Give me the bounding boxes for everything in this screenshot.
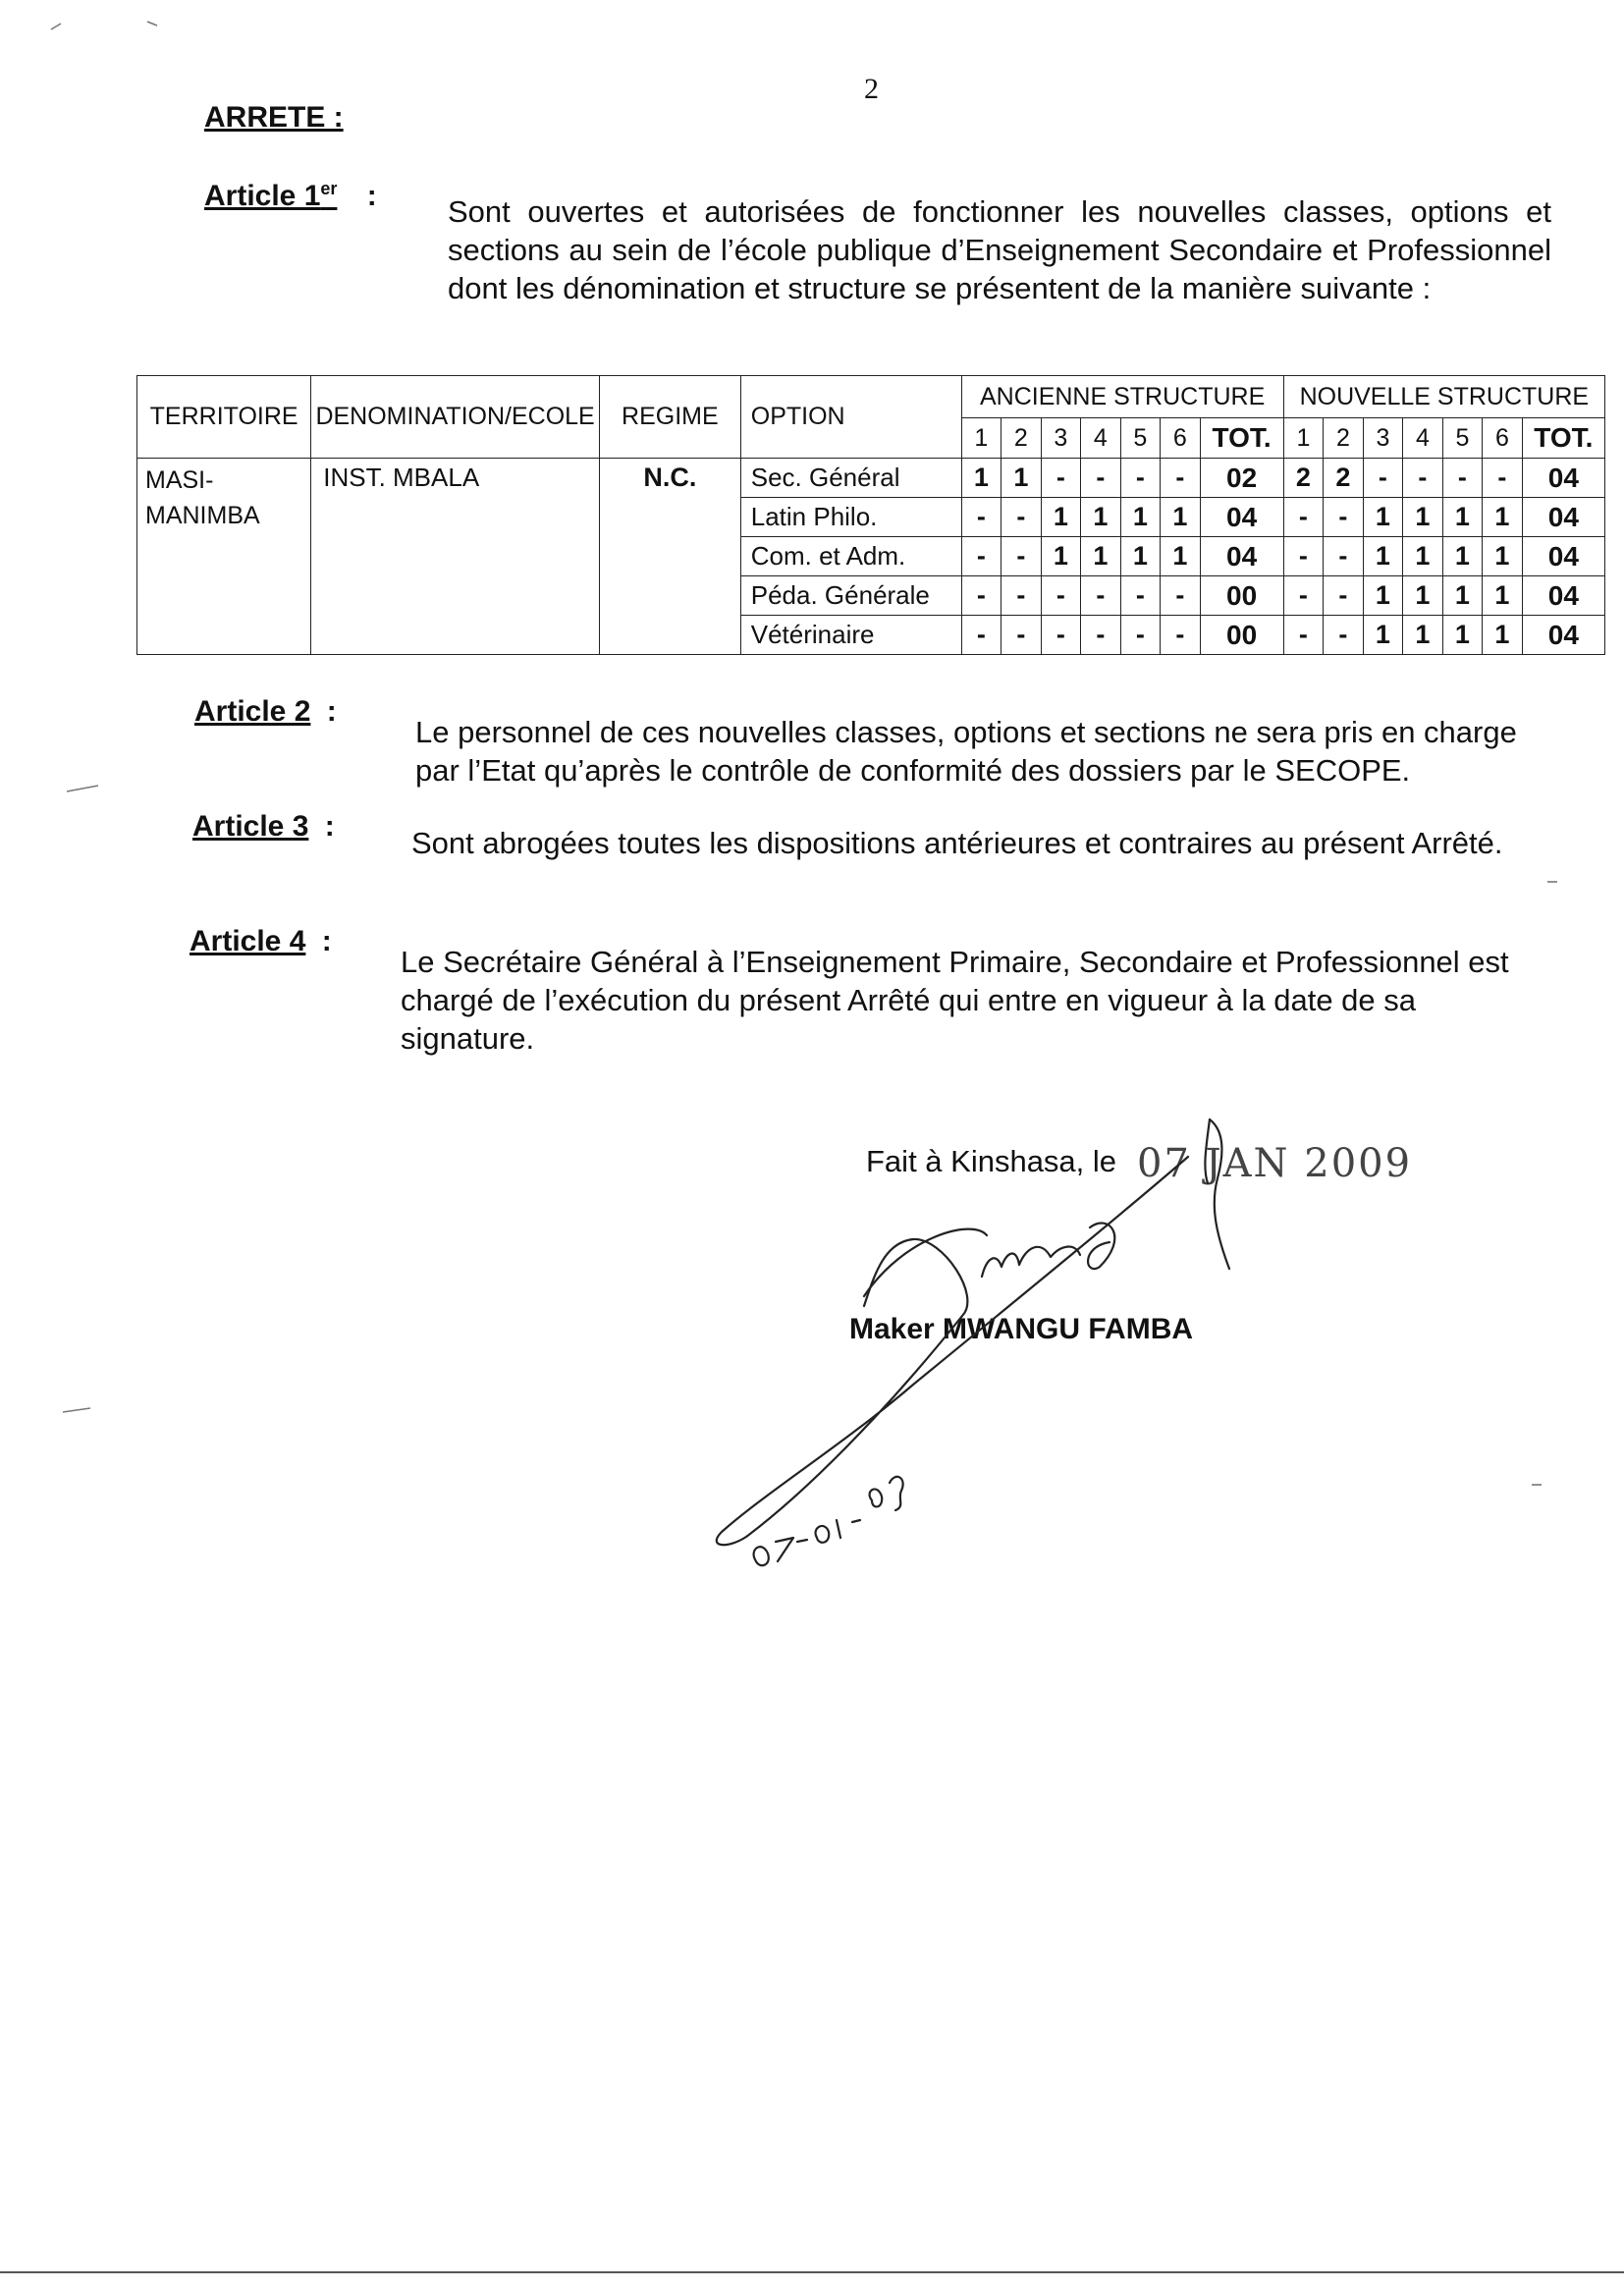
option-cell: Com. et Adm. (740, 537, 961, 576)
article-4-label-text: Article 4 (189, 925, 306, 957)
value-cell: 2 (1283, 459, 1324, 498)
value-cell: - (1283, 616, 1324, 655)
value-cell: - (1001, 576, 1042, 616)
article-3-colon: : (324, 810, 335, 843)
total-cell: 02 (1200, 459, 1283, 498)
value-cell: 1 (1403, 616, 1443, 655)
value-cell: 1 (961, 459, 1001, 498)
value-cell: - (1120, 616, 1161, 655)
value-cell: - (1120, 576, 1161, 616)
value-cell: 1 (1120, 498, 1161, 537)
value-cell: - (1081, 576, 1121, 616)
value-cell: 1 (1483, 498, 1523, 537)
value-cell: - (1041, 576, 1081, 616)
date-stamp: 07 JAN 2009 (1137, 1141, 1413, 1186)
scan-speck (51, 24, 61, 29)
value-cell: 1 (1363, 616, 1403, 655)
sub-header-n5: 5 (1442, 418, 1483, 459)
sub-header-a-tot: TOT. (1200, 418, 1283, 459)
total-cell: 04 (1522, 537, 1604, 576)
article-1-colon: : (366, 180, 377, 212)
total-cell: 04 (1522, 498, 1604, 537)
value-cell: - (1041, 616, 1081, 655)
signatory-name: Maker MWANGU FAMBA (849, 1313, 1194, 1345)
sub-header-n-tot: TOT. (1522, 418, 1604, 459)
ecole-cell: INST. MBALA (311, 459, 600, 655)
option-cell: Péda. Générale (740, 576, 961, 616)
decree-heading: ARRETE : (204, 101, 344, 134)
article-1-text: Sont ouvertes et autorisées de fonctionner les nouvelles classes, options et sections au sein de l’école publique d’Enseignement Secondaire et Professionnel dont les dénomination et structure se présentent de la manière suivante : (448, 194, 1551, 305)
bottom-rule (0, 2271, 1624, 2273)
article-1-label-text: Article 1 (204, 180, 321, 212)
total-cell: 04 (1200, 537, 1283, 576)
value-cell: - (1363, 459, 1403, 498)
value-cell: 1 (1161, 498, 1201, 537)
option-cell: Latin Philo. (740, 498, 961, 537)
value-cell: 1 (1403, 576, 1443, 616)
value-cell: - (1324, 616, 1364, 655)
value-cell: 1 (1081, 537, 1121, 576)
value-cell: - (1001, 537, 1042, 576)
value-cell: 1 (1120, 537, 1161, 576)
article-3-label-text: Article 3 (192, 810, 309, 843)
total-cell: 04 (1522, 616, 1604, 655)
value-cell: - (1041, 459, 1081, 498)
header-territoire: TERRITOIRE (137, 376, 311, 459)
sub-header-a5: 5 (1120, 418, 1161, 459)
article-2-colon: : (326, 695, 337, 728)
scan-speck (147, 22, 157, 26)
option-cell: Vétérinaire (740, 616, 961, 655)
sub-header-n3: 3 (1363, 418, 1403, 459)
value-cell: 1 (1442, 616, 1483, 655)
value-cell: 1 (1483, 616, 1523, 655)
value-cell: 1 (1442, 498, 1483, 537)
sub-header-a3: 3 (1041, 418, 1081, 459)
scan-speck (67, 786, 98, 791)
value-cell: - (1483, 459, 1523, 498)
value-cell: - (1001, 498, 1042, 537)
value-cell: 1 (1363, 537, 1403, 576)
total-cell: 00 (1200, 616, 1283, 655)
total-cell: 00 (1200, 576, 1283, 616)
sub-header-a1: 1 (961, 418, 1001, 459)
value-cell: 1 (1442, 576, 1483, 616)
total-cell: 04 (1200, 498, 1283, 537)
article-1-label-sup: er (320, 179, 338, 198)
value-cell: - (1001, 616, 1042, 655)
value-cell: - (1283, 576, 1324, 616)
scan-speck (63, 1408, 90, 1412)
value-cell: - (1283, 537, 1324, 576)
value-cell: - (1161, 576, 1201, 616)
value-cell: - (1324, 537, 1364, 576)
value-cell: - (1442, 459, 1483, 498)
value-cell: - (1161, 616, 1201, 655)
total-cell: 04 (1522, 576, 1604, 616)
value-cell: - (1324, 576, 1364, 616)
value-cell: - (1283, 498, 1324, 537)
value-cell: - (1081, 459, 1121, 498)
sub-header-a6: 6 (1161, 418, 1201, 459)
header-nouvelle-structure: NOUVELLE STRUCTURE (1283, 376, 1604, 418)
value-cell: - (1120, 459, 1161, 498)
sub-header-n4: 4 (1403, 418, 1443, 459)
total-cell: 04 (1522, 459, 1604, 498)
value-cell: - (961, 537, 1001, 576)
value-cell: 1 (1161, 537, 1201, 576)
value-cell: 1 (1363, 576, 1403, 616)
value-cell: - (961, 616, 1001, 655)
value-cell: 1 (1403, 537, 1443, 576)
value-cell: 1 (1403, 498, 1443, 537)
value-cell: - (1403, 459, 1443, 498)
value-cell: - (1324, 498, 1364, 537)
page-number: 2 (864, 73, 879, 105)
value-cell: 1 (1483, 576, 1523, 616)
article-3-text: Sont abrogées toutes les dispositions antérieures et contraires au présent Arrêté. (411, 826, 1503, 860)
sub-header-a2: 2 (1001, 418, 1042, 459)
value-cell: - (1161, 459, 1201, 498)
value-cell: - (961, 576, 1001, 616)
value-cell: 1 (1363, 498, 1403, 537)
value-cell: 1 (1081, 498, 1121, 537)
value-cell: 1 (1041, 537, 1081, 576)
sub-header-n1: 1 (1283, 418, 1324, 459)
option-cell: Sec. Général (740, 459, 961, 498)
value-cell: - (961, 498, 1001, 537)
value-cell: 1 (1442, 537, 1483, 576)
value-cell: 1 (1041, 498, 1081, 537)
sub-header-a4: 4 (1081, 418, 1121, 459)
header-denomination: DENOMINATION/ECOLE (311, 376, 600, 459)
header-regime: REGIME (599, 376, 740, 459)
article-2-label-text: Article 2 (194, 695, 311, 728)
value-cell: 1 (1001, 459, 1042, 498)
sub-header-n2: 2 (1324, 418, 1364, 459)
article-4-colon: : (321, 925, 332, 957)
header-ancienne-structure: ANCIENNE STRUCTURE (961, 376, 1283, 418)
value-cell: 2 (1324, 459, 1364, 498)
place-date-line: Fait à Kinshasa, le (866, 1144, 1117, 1178)
header-option: OPTION (740, 376, 961, 459)
article-4-text: Le Secrétaire Général à l’Enseignement Primaire, Secondaire et Professionnel est chargé de l’exécution du présent Arrêté qui entre en vigueur à la date de sa signature. (401, 945, 1509, 1056)
article-2-text: Le personnel de ces nouvelles classes, options et sections ne sera pris en charge par l’Etat qu’après le contrôle de conformité des dossiers par le SECOPE. (415, 715, 1517, 788)
regime-cell: N.C. (599, 459, 740, 655)
sub-header-n6: 6 (1483, 418, 1523, 459)
value-cell: 1 (1483, 537, 1523, 576)
territoire-cell: MASI-MANIMBA (137, 459, 311, 655)
value-cell: - (1081, 616, 1121, 655)
